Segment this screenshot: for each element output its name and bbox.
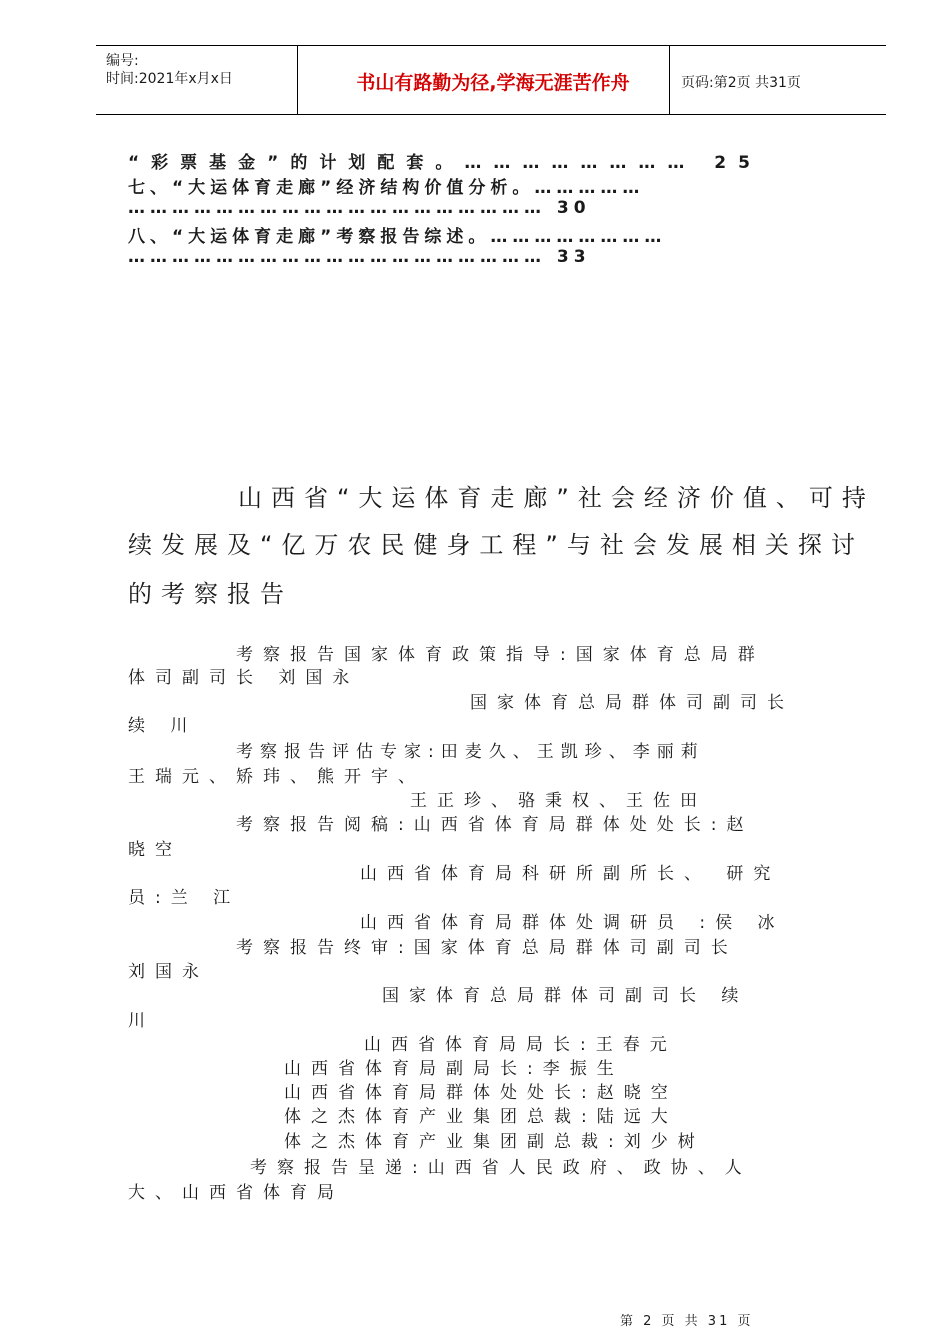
body-line: 大、山西省体育局 [128, 1183, 344, 1203]
toc-line: “彩票基金”的计划配套。…………………… 25 [128, 153, 762, 173]
header-page-number: 页码:第2页 共31页 [681, 75, 801, 91]
body-line: 考察报告终审:国家体育总局群体司副司长 [236, 938, 738, 958]
body-line: 川 [128, 1011, 155, 1031]
toc-line: 七、“大运体育走廊”经济结构价值分析。…………… [128, 178, 645, 198]
body-line: 体司副司长 刘国永 [128, 668, 360, 688]
body-line: 续 川 [128, 716, 198, 736]
report-title: 续发展及“亿万农民健身工程”与社会发展相关探讨 [128, 531, 864, 559]
body-line: 刘国永 [128, 962, 209, 982]
body-line: 国家体育总局群体司副司长 续 [382, 986, 749, 1006]
body-line: 山西省体育局科研所副所长、 研究 [360, 864, 781, 884]
header-divider [669, 46, 670, 114]
body-line: 山西省体育局群体处处长:赵晓空 [284, 1083, 678, 1103]
header-slogan: 书山有路勤为径,学海无涯苦作舟 [356, 72, 630, 94]
toc-line: ………………………………………………… 30 [128, 198, 591, 218]
body-line: 王正珍、骆秉权、王佐田 [410, 791, 707, 811]
report-title: 山西省“大运体育走廊”社会经济价值、可持 [238, 484, 875, 512]
body-line: 山西省体育局副局长:李振生 [284, 1059, 624, 1079]
toc-line: 八、“大运体育走廊”考察报告综述。…………………… [128, 227, 667, 247]
body-line: 体之杰体育产业集团副总裁:刘少树 [284, 1132, 705, 1152]
page-footer: 第 2 页 共 31 页 [620, 1314, 754, 1329]
body-line: 员:兰 江 [128, 888, 241, 908]
body-line: 考察报告评估专家:田麦久、王凯珍、李丽莉 [236, 742, 705, 762]
body-line: 体之杰体育产业集团总裁:陆远大 [284, 1107, 678, 1127]
body-line: 考察报告国家体育政策指导:国家体育总局群 [236, 645, 765, 665]
document-time-label: 时间:2021年x月x日 [106, 71, 233, 87]
report-title: 的考察报告 [128, 580, 293, 608]
body-line: 王瑞元、矫玮、熊开宇、 [128, 767, 425, 787]
body-line: 山西省体育局局长:王春元 [364, 1035, 677, 1055]
document-number-label: 编号: [106, 53, 139, 69]
header-divider [297, 46, 298, 114]
body-line: 考察报告呈递:山西省人民政府、政协、人 [250, 1158, 752, 1178]
body-line: 国家体育总局群体司副司长 [470, 693, 794, 713]
toc-line: ………………………………………………… 33 [128, 247, 591, 267]
page-header [96, 45, 886, 115]
body-line: 晓空 [128, 840, 182, 860]
body-line: 考察报告阅稿:山西省体育局群体处处长:赵 [236, 815, 754, 835]
body-line: 山西省体育局群体处调研员 :侯 冰 [360, 913, 785, 933]
